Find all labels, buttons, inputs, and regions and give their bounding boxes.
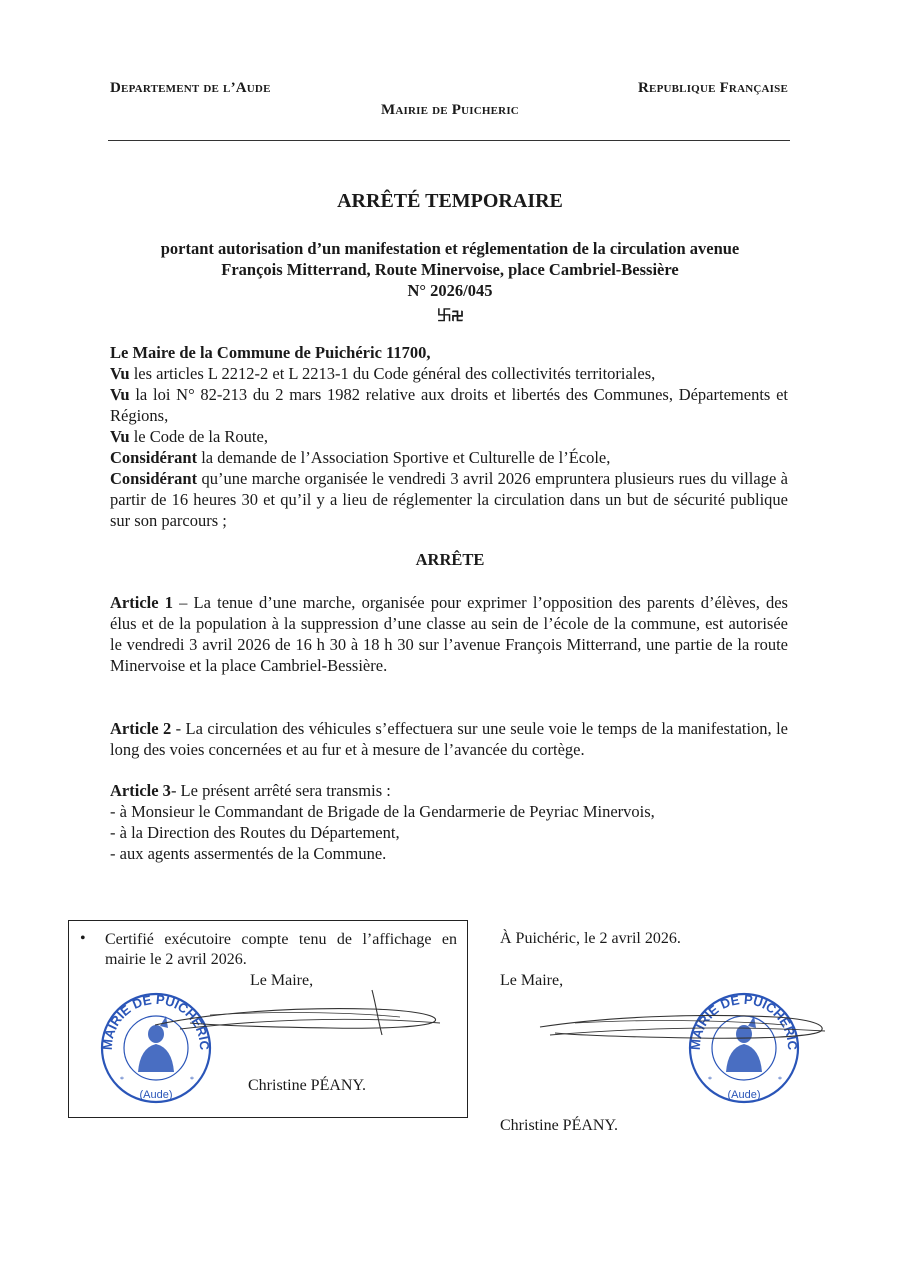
preamble-maire: Le Maire de la Commune de Puichéric 11700,: [110, 343, 431, 362]
header-department: Departement de l’Aude: [110, 80, 271, 96]
preamble: [110, 342, 788, 531]
article-3-recipient-1: - à Monsieur le Commandant de Brigade de la Gendarmerie de Peyriac Minervois,: [110, 802, 655, 821]
signature-signatory: Christine PÉANY.: [500, 1117, 618, 1134]
certificate-text: Certifié exécutoire compte tenu de l’affichage en mairie le 2 avril 2026.: [105, 931, 457, 968]
svg-text:*: *: [708, 1075, 712, 1084]
preamble-vu-2: Vu la loi N° 82-213 du 2 mars 1982 relative aux droits et libertés des Communes, Départements et Régions,: [110, 385, 788, 425]
document-title: ARRÊTÉ TEMPORAIRE: [337, 190, 563, 212]
header-divider: [108, 140, 790, 141]
certificate-signatory: Christine PÉANY.: [248, 1077, 366, 1094]
article-1-label: Article 1: [110, 593, 173, 612]
document-subtitle: [110, 238, 790, 301]
stamp-left-bottom-text: (Aude): [139, 1089, 173, 1101]
article-3: [110, 780, 788, 864]
subtitle-line-1: portant autorisation d’un manifestation et réglementation de la circulation avenue: [160, 239, 740, 258]
arrete-heading: ARRÊTE: [415, 550, 485, 569]
article-2-text: - La circulation des véhicules s’effectuera sur une seule voie le temps de la manifestation, le long des voies concernées et au fur et à mesure de l’avancée du cortège.: [110, 719, 788, 759]
article-3-label: Article 3: [110, 781, 171, 800]
arrete-number: N° 2026/045: [407, 281, 493, 300]
svg-text:*: *: [778, 1075, 782, 1084]
preamble-vu-3: Vu le Code de la Route,: [110, 427, 268, 446]
article-2: [110, 718, 788, 760]
stamp-left-top-text: MAIRIE DE PUICHERIC: [99, 991, 213, 1051]
stamp-right-bottom-text: (Aude): [727, 1089, 761, 1101]
certificate-bullet: •: [80, 930, 86, 947]
svg-text:*: *: [120, 1075, 124, 1084]
signature-place-date: À Puichéric, le 2 avril 2026.: [500, 930, 681, 947]
subtitle-line-2: François Mitterrand, Route Minervoise, place Cambriel-Bessière: [221, 260, 679, 279]
article-3-intro: - Le présent arrêté sera transmis :: [170, 781, 391, 800]
preamble-vu-1: Vu les articles L 2212-2 et L 2213-1 du Code général des collectivités territoriales,: [110, 364, 656, 383]
preamble-considerant-2: Considérant qu’une marche organisée le vendredi 3 avril 2026 empruntera plusieurs rues du village à partir de 16 heures 30 et qu’il y a lieu de réglementer la circulation dans un but de sécurité publique sur son parcours ;: [110, 469, 788, 530]
article-1-text: – La tenue d’une marche, organisée pour exprimer l’opposition des parents d’élèves, des élus et de la population à la suppression d’une classe au sein de l’école de la commune, est autorisée le vendredi 3 avril 2026 de 16 h 30 à 18 h 30 sur l’avenue François Mitterrand, une partie de la route Minervoise et la place Cambriel-Bessière.: [110, 593, 788, 675]
ornament-icon: ࿕࿖: [436, 309, 464, 325]
article-2-label: Article 2: [110, 719, 172, 738]
stamp-right-top-text: MAIRIE DE PUICHERIC: [687, 991, 801, 1051]
preamble-considerant-1: Considérant la demande de l’Association Sportive et Culturelle de l’École,: [110, 448, 611, 467]
article-1: [110, 592, 788, 676]
header-republic: Republique Française: [638, 80, 788, 96]
article-3-recipient-2: - à la Direction des Routes du Département,: [110, 823, 400, 842]
header-mairie: Mairie de Puicheric: [381, 102, 519, 118]
article-3-recipient-3: - aux agents assermentés de la Commune.: [110, 844, 387, 863]
certificate-maire: Le Maire,: [250, 972, 314, 989]
svg-text:*: *: [190, 1075, 194, 1084]
signature-maire: Le Maire,: [500, 972, 564, 989]
signature-right: [535, 1005, 835, 1055]
signature-left: [150, 985, 460, 1045]
